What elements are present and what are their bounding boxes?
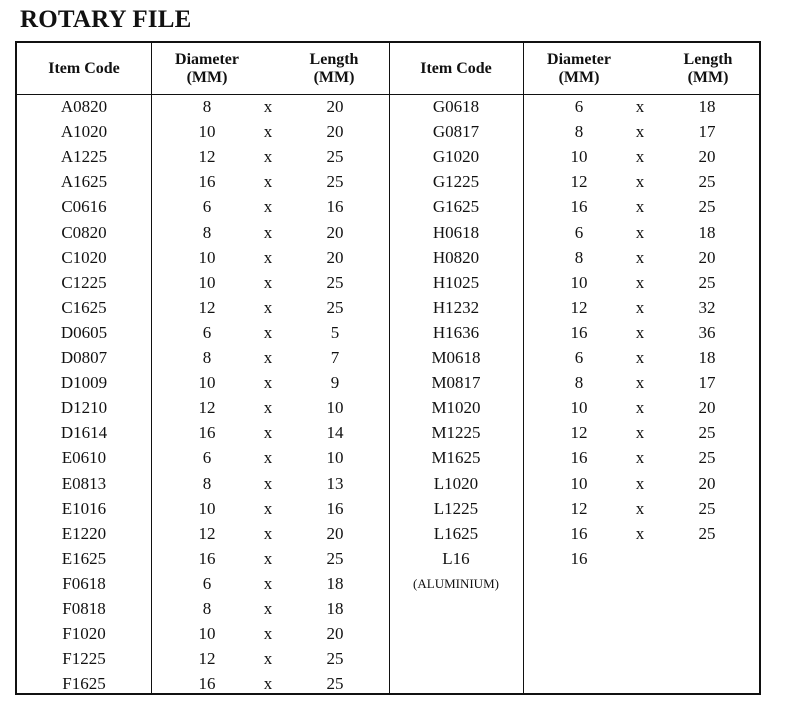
length-cell: 20 [326, 523, 344, 543]
length-cell: 5 [330, 322, 340, 342]
column-divider [151, 43, 152, 693]
times-sign: x [635, 398, 645, 418]
diameter-cell: 16 [570, 322, 588, 342]
length-cell: 25 [326, 674, 344, 694]
length-cell: 25 [698, 523, 716, 543]
length-cell: 20 [698, 247, 716, 267]
diameter-cell: 8 [574, 247, 584, 267]
times-sign: x [635, 97, 645, 116]
diameter-cell: 12 [570, 498, 588, 518]
diameter-cell: 16 [570, 548, 588, 568]
length-cell: 20 [326, 247, 344, 267]
times-sign: x [263, 197, 273, 217]
diameter-cell: 10 [570, 473, 588, 493]
item-code-cell: M0817 [431, 373, 481, 393]
length-cell: 25 [326, 297, 344, 317]
diameter-cell: 16 [570, 197, 588, 217]
length-cell: 9 [330, 373, 340, 393]
diameter-cell: 6 [202, 197, 212, 217]
item-code-cell: E1220 [61, 523, 107, 543]
length-cell: 36 [698, 322, 716, 342]
length-cell: 25 [326, 272, 344, 292]
length-cell: 25 [698, 197, 716, 217]
diameter-cell: 12 [198, 398, 216, 418]
item-code-cell: C0616 [61, 197, 107, 217]
diameter-cell: 12 [570, 172, 588, 192]
length-cell: 25 [326, 548, 344, 568]
diameter-cell: 6 [202, 573, 212, 593]
times-sign: x [635, 297, 645, 317]
length-cell: 20 [698, 398, 716, 418]
length-cell: 18 [698, 97, 716, 116]
item-code-cell: E0813 [61, 473, 107, 493]
diameter-cell: 10 [198, 272, 216, 292]
diameter-cell: 10 [198, 624, 216, 644]
length-cell: 25 [326, 172, 344, 192]
item-code-cell: D1009 [60, 373, 108, 393]
length-cell: 20 [326, 624, 344, 644]
diameter-cell: 10 [198, 498, 216, 518]
diameter-cell: 10 [198, 247, 216, 267]
length-cell: 20 [326, 222, 344, 242]
diameter-cell: 8 [202, 473, 212, 493]
diameter-cell: 8 [202, 599, 212, 618]
length-cell: 20 [698, 473, 716, 493]
item-code-cell: G0817 [432, 122, 480, 142]
times-sign: x [263, 498, 273, 518]
diameter-cell: 8 [202, 348, 212, 367]
item-code-cell: A0820 [60, 97, 108, 116]
times-sign: x [635, 122, 645, 142]
item-code-cell: L1625 [433, 523, 479, 543]
item-code-cell: A1225 [60, 147, 108, 167]
times-sign: x [635, 247, 645, 267]
header-diameter-left: Diameter (MM) [175, 50, 239, 86]
length-cell: 25 [698, 423, 716, 443]
diameter-cell: 16 [198, 548, 216, 568]
diameter-cell: 10 [570, 147, 588, 167]
diameter-cell: 12 [198, 649, 216, 669]
times-sign: x [635, 222, 645, 242]
diameter-cell: 10 [570, 272, 588, 292]
diameter-cell: 10 [198, 122, 216, 142]
diameter-cell: 10 [570, 398, 588, 418]
item-code-cell: C1020 [61, 247, 107, 267]
item-code-cell: (ALUMINIUM) [413, 575, 499, 591]
item-code-cell: G1020 [432, 147, 480, 167]
diameter-cell: 10 [198, 373, 216, 393]
item-code-cell: E0610 [61, 448, 107, 468]
header-length-right: Length (MM) [683, 50, 733, 86]
length-cell: 25 [698, 498, 716, 518]
times-sign: x [635, 322, 645, 342]
column-divider [523, 43, 524, 693]
length-cell: 16 [326, 498, 344, 518]
rotary-file-table [15, 41, 761, 695]
length-cell: 18 [698, 222, 716, 242]
item-code-cell: F1225 [62, 649, 106, 669]
item-code-cell: D1210 [60, 398, 108, 418]
header-diameter-right: Diameter (MM) [547, 50, 611, 86]
length-cell: 25 [698, 272, 716, 292]
length-cell: 25 [698, 448, 716, 468]
length-cell: 20 [698, 147, 716, 167]
times-sign: x [263, 222, 273, 242]
times-sign: x [635, 373, 645, 393]
times-sign: x [635, 172, 645, 192]
length-cell: 20 [326, 97, 344, 116]
length-cell: 13 [326, 473, 344, 493]
times-sign: x [263, 624, 273, 644]
diameter-cell: 16 [198, 423, 216, 443]
diameter-cell: 8 [574, 122, 584, 142]
item-code-cell: G1625 [432, 197, 480, 217]
times-sign: x [263, 322, 273, 342]
length-cell: 25 [326, 649, 344, 669]
diameter-cell: 12 [198, 523, 216, 543]
item-code-cell: H1636 [432, 322, 480, 342]
item-code-cell: D0605 [60, 322, 108, 342]
times-sign: x [635, 473, 645, 493]
times-sign: x [263, 473, 273, 493]
diameter-cell: 12 [570, 423, 588, 443]
times-sign: x [263, 523, 273, 543]
item-code-cell: F0818 [62, 599, 106, 618]
times-sign: x [263, 599, 273, 618]
item-code-cell: H0618 [432, 222, 480, 242]
length-cell: 18 [326, 599, 344, 618]
item-code-cell: F1020 [62, 624, 106, 644]
diameter-cell: 12 [198, 297, 216, 317]
item-code-cell: C1225 [61, 272, 107, 292]
diameter-cell: 6 [574, 222, 584, 242]
diameter-cell: 6 [574, 348, 584, 367]
length-cell: 20 [326, 122, 344, 142]
diameter-cell: 8 [202, 222, 212, 242]
diameter-cell: 6 [574, 97, 584, 116]
times-sign: x [263, 272, 273, 292]
item-code-cell: A1020 [60, 122, 108, 142]
times-sign: x [635, 197, 645, 217]
item-code-cell: D1614 [60, 423, 108, 443]
item-code-cell: M1625 [431, 448, 481, 468]
diameter-cell: 12 [198, 147, 216, 167]
diameter-cell: 6 [202, 322, 212, 342]
times-sign: x [635, 523, 645, 543]
times-sign: x [263, 122, 273, 142]
length-cell: 17 [698, 373, 716, 393]
item-code-cell: M1225 [431, 423, 481, 443]
item-code-cell: M1020 [431, 398, 481, 418]
diameter-cell: 12 [570, 297, 588, 317]
times-sign: x [263, 573, 273, 593]
diameter-cell: 8 [202, 97, 212, 116]
diameter-cell: 16 [198, 172, 216, 192]
times-sign: x [263, 398, 273, 418]
item-code-cell: L1225 [433, 498, 479, 518]
times-sign: x [263, 172, 273, 192]
item-code-cell: H1025 [432, 272, 480, 292]
item-code-cell: C1625 [61, 297, 107, 317]
item-code-cell: M0618 [431, 348, 481, 367]
times-sign: x [635, 147, 645, 167]
length-cell: 18 [326, 573, 344, 593]
times-sign: x [263, 423, 273, 443]
length-cell: 14 [326, 423, 344, 443]
item-code-cell: G1225 [432, 172, 480, 192]
times-sign: x [263, 147, 273, 167]
times-sign: x [263, 348, 273, 367]
diameter-cell: 16 [570, 448, 588, 468]
times-sign: x [635, 272, 645, 292]
item-code-cell: G0618 [432, 97, 480, 116]
length-cell: 7 [330, 348, 340, 367]
item-code-cell: E1016 [61, 498, 107, 518]
header-length-left: Length (MM) [309, 50, 359, 86]
item-code-cell: H0820 [432, 247, 480, 267]
item-code-cell: L1020 [433, 473, 479, 493]
item-code-cell: H1232 [432, 297, 480, 317]
times-sign: x [263, 448, 273, 468]
length-cell: 25 [698, 172, 716, 192]
times-sign: x [263, 247, 273, 267]
item-code-cell: F0618 [62, 573, 106, 593]
times-sign: x [635, 498, 645, 518]
times-sign: x [263, 548, 273, 568]
item-code-cell: E1625 [61, 548, 107, 568]
item-code-cell: A1625 [60, 172, 108, 192]
times-sign: x [635, 448, 645, 468]
item-code-cell: F1625 [62, 674, 106, 694]
header-item-code-left: Item Code [48, 59, 120, 77]
times-sign: x [263, 97, 273, 116]
diameter-cell: 16 [198, 674, 216, 694]
length-cell: 18 [698, 348, 716, 367]
page-title: ROTARY FILE [20, 6, 192, 33]
times-sign: x [263, 297, 273, 317]
item-code-cell: C0820 [61, 222, 107, 242]
length-cell: 32 [698, 297, 716, 317]
times-sign: x [635, 423, 645, 443]
diameter-cell: 16 [570, 523, 588, 543]
times-sign: x [263, 373, 273, 393]
times-sign: x [635, 348, 645, 367]
length-cell: 10 [326, 448, 344, 468]
times-sign: x [263, 674, 273, 694]
length-cell: 10 [326, 398, 344, 418]
diameter-cell: 8 [574, 373, 584, 393]
item-code-cell: L16 [442, 548, 470, 568]
length-cell: 25 [326, 147, 344, 167]
length-cell: 16 [326, 197, 344, 217]
times-sign: x [263, 649, 273, 669]
length-cell: 17 [698, 122, 716, 142]
header-item-code-right: Item Code [420, 59, 492, 77]
item-code-cell: D0807 [60, 348, 108, 367]
diameter-cell: 6 [202, 448, 212, 468]
